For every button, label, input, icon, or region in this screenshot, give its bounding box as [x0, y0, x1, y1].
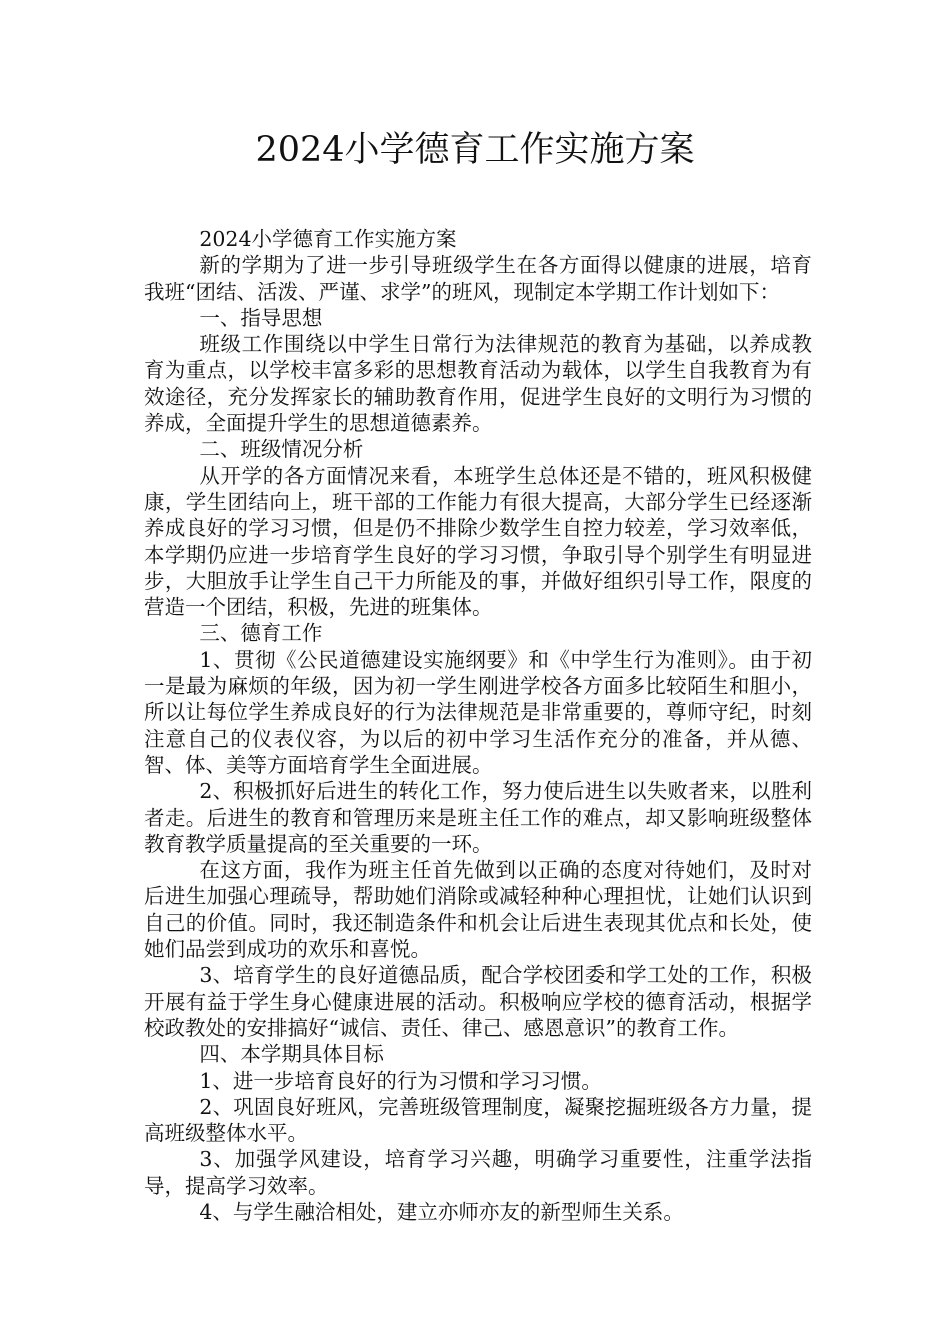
- goal-item-3: 3、加强学风建设，培育学习兴趣，明确学习重要性，注重学法指导，提高学习效率。: [144, 1147, 812, 1198]
- section-heading-class-analysis: 二、班级情况分析: [199, 437, 364, 462]
- goal-item-1: 1、进一步培育良好的行为习惯和学习习惯。: [199, 1068, 602, 1093]
- section-heading-guiding-thought: 一、指导思想: [199, 305, 323, 330]
- guiding-thought-paragraph: 班级工作围绕以中学生日常行为法律规范的教育为基础，以养成教育为重点，以学校丰富多彩的思想教育活动为载体，以学生自我教育为有效途径，充分发挥家长的辅助教育作用，促进学生良好的文明行为习惯的养成，全面提升学生的思想道德素养。: [144, 332, 812, 436]
- subtitle-paragraph: 2024小学德育工作实施方案: [199, 227, 457, 251]
- moral-work-item-2: 2、积极抓好后进生的转化工作，努力使后进生以失败者来，以胜利者走。后进生的教育和管理历来是班主任工作的难点，却又影响班级整体教育教学质量提高的至关重要的一环。: [144, 779, 812, 856]
- moral-work-item-2-continued: 在这方面，我作为班主任首先做到以正确的态度对待她们，及时对后进生加强心理疏导，帮助她们消除或减轻种种心理担忧，让她们认识到自己的价值。同时，我还制造条件和机会让后进生表现其优点和长处，使她们品尝到成功的欢乐和喜悦。: [144, 858, 812, 962]
- goal-item-4: 4、与学生融洽相处，建立亦师亦友的新型师生关系。: [199, 1199, 684, 1224]
- class-analysis-paragraph: 从开学的各方面情况来看，本班学生总体还是不错的，班风积极健康，学生团结向上，班干部的工作能力有很大提高，大部分学生已经逐渐养成良好的学习习惯，但是仍不排除少数学生自控力较差，学习效率低，本学期仍应进一步培育学生良好的学习习惯，争取引导个别学生有明显进步，大胆放手让学生自己干力所能及的事，并做好组织引导工作，限度的营造一个团结，积极，先进的班集体。: [144, 463, 812, 620]
- page-title: 2024小学德育工作实施方案: [255, 130, 695, 170]
- section-heading-goals: 四、本学期具体目标: [199, 1042, 384, 1067]
- document-body: [144, 226, 812, 1225]
- moral-work-item-1: 1、贯彻《公民道德建设实施纲要》和《中学生行为准则》。由于初一是最为麻烦的年级，因为初一学生刚进学校各方面多比较陌生和胆小，所以让每位学生养成良好的行为法律规范是非常重要的，尊师守纪，时刻注意自己的仪表仪容，为以后的初中学习生活作充分的准备，并从德、智、体、美等方面培育学生全面进展。: [144, 647, 812, 777]
- moral-work-item-3: 3、培育学生的良好道德品质，配合学校团委和学工处的工作，积极开展有益于学生身心健康进展的活动。积极响应学校的德育活动，根据学校政教处的安排搞好“诚信、责任、律己、感恩意识”的教育工作。: [144, 963, 812, 1040]
- section-heading-moral-work: 三、德育工作: [199, 621, 323, 646]
- goal-item-2: 2、巩固良好班风，完善班级管理制度，凝聚挖掘班级各方力量，提高班级整体水平。: [144, 1094, 812, 1146]
- intro-paragraph: 新的学期为了进一步引导班级学生在各方面得以健康的进展，培育我班“团结、活泼、严谨、求学”的班风，现制定本学期工作计划如下：: [144, 253, 812, 304]
